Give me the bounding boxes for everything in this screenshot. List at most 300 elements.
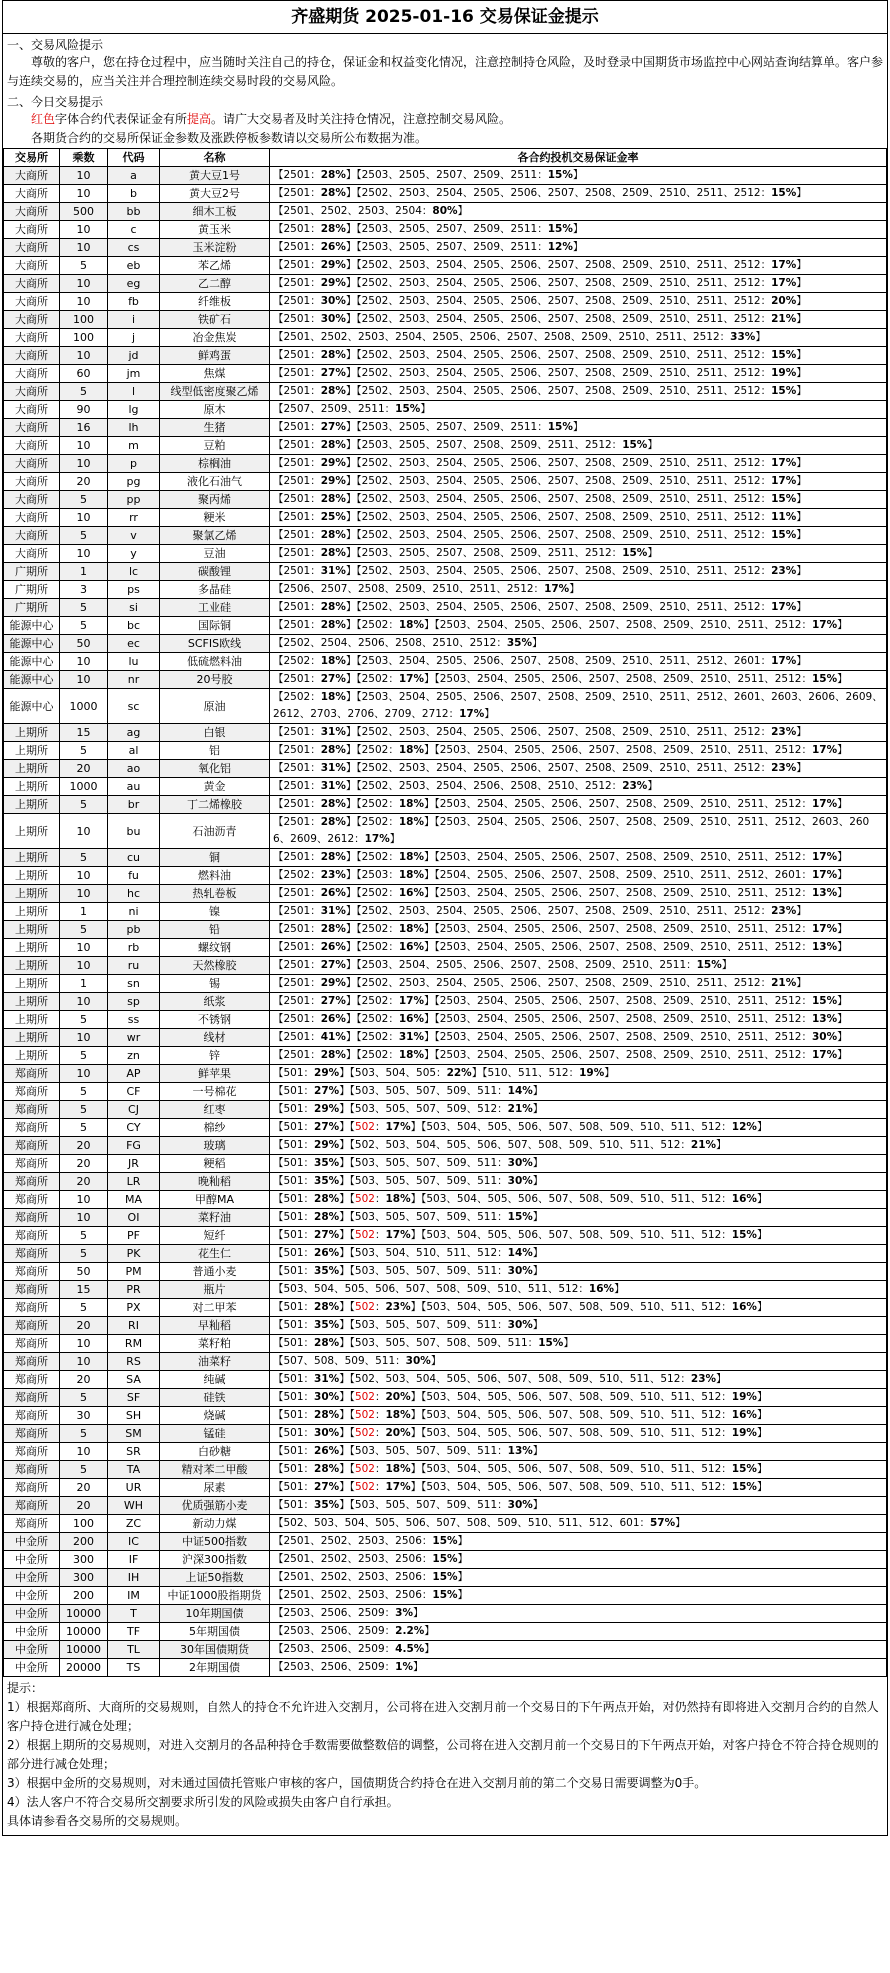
rate-value: 27% [320, 673, 346, 685]
rate-text: 【2501： [273, 762, 321, 774]
name-cell: 油菜籽 [160, 1353, 270, 1371]
rate-text: 】 [532, 1175, 544, 1187]
rate-text: 】【 [339, 1391, 355, 1403]
name-cell: 丁二烯橡胶 [160, 796, 270, 814]
exchange-cell: 能源中心 [4, 689, 60, 724]
rate-text: 】 [457, 205, 469, 217]
rate-text: 】 [604, 1067, 615, 1079]
name-cell: 菜籽油 [160, 1209, 270, 1227]
name-cell: 玉米淀粉 [160, 239, 270, 257]
rate-value: 1% [395, 1661, 413, 1673]
rate-text: 】 [572, 169, 584, 181]
rate-value: 15% [811, 673, 838, 685]
table-row [4, 939, 887, 957]
margin-rate-cell [270, 1137, 887, 1155]
margin-rate-cell [270, 599, 887, 617]
rate-value: 29% [320, 475, 346, 487]
multiplier-cell: 10 [60, 814, 108, 849]
rate-text: 【501： [273, 1103, 315, 1115]
rate-text: 】【2503、2504、2505、2506、2507、2508、2509、2510、2511、2512： [424, 798, 812, 810]
rate-value: 15% [731, 1481, 757, 1493]
rate-text: 】 [796, 655, 807, 667]
rate-value: 29% [320, 277, 346, 289]
rate-text: 】【2503、2505、2507、2509、2511： [345, 223, 548, 235]
margin-rate-cell [270, 796, 887, 814]
table-row [4, 1011, 887, 1029]
name-cell: 苯乙烯 [160, 257, 270, 275]
rate-text: 】【2504、2505、2506、2507、2508、2509、2510、2511、2512、2601： [424, 869, 812, 881]
table-row [4, 1659, 887, 1677]
rate-text: 】【 [339, 1427, 355, 1439]
exchange-cell: 大商所 [4, 545, 60, 563]
raised-contract: 502 [354, 1463, 375, 1475]
multiplier-cell: 10 [60, 1029, 108, 1047]
multiplier-cell: 10 [60, 293, 108, 311]
rate-text: 】【503、504、505、506、507、508、509、510、511、512： [410, 1463, 732, 1475]
rate-text: 【2501： [273, 744, 321, 756]
table-row [4, 724, 887, 742]
name-cell: 瓶片 [160, 1281, 270, 1299]
rate-value: 26% [320, 241, 346, 253]
code-cell: bu [108, 814, 160, 849]
rate-text: 】 [837, 1031, 848, 1043]
multiplier-cell: 5 [60, 1461, 108, 1479]
exchange-cell: 大商所 [4, 203, 60, 221]
rate-value: 30% [811, 1031, 838, 1043]
margin-rate-cell [270, 203, 887, 221]
name-cell: 鲜苹果 [160, 1065, 270, 1083]
rate-text: 】 [484, 708, 495, 720]
rate-text: 】 [796, 529, 807, 541]
rate-text: 【2501： [273, 259, 321, 271]
table-row [4, 903, 887, 921]
name-cell: 10年期国债 [160, 1605, 270, 1623]
rate-text: 】【2502、2503、2504、2505、2506、2507、2508、2509、2510、2511、2512： [345, 457, 772, 469]
code-cell: TF [108, 1623, 160, 1641]
rate-value: 27% [320, 959, 346, 971]
code-cell: SH [108, 1407, 160, 1425]
table-row [4, 885, 887, 903]
code-cell: jd [108, 347, 160, 365]
table-row [4, 671, 887, 689]
rate-text: ： [374, 1193, 386, 1205]
exchange-cell: 中金所 [4, 1605, 60, 1623]
margin-rate-cell [270, 1479, 887, 1497]
code-cell: rr [108, 509, 160, 527]
exchange-cell: 上期所 [4, 742, 60, 760]
rate-value: 16% [731, 1193, 757, 1205]
rate-text: 】 [837, 1013, 848, 1025]
rate-text: 】 [796, 762, 807, 774]
rate-value: 18% [398, 1049, 424, 1061]
table-row [4, 1551, 887, 1569]
note-item: 2）根据上期所的交易规则，对进入交割月的各品种持仓手数需要做整数倍的调整，公司将在进入交割月前一个交易日的下午两点开始，对客户持仓不符合持仓规则的部分进行减仓处理； [7, 1738, 879, 1771]
multiplier-cell: 5 [60, 1083, 108, 1101]
rate-text: 【501： [273, 1247, 315, 1259]
rate-value: 17% [771, 277, 797, 289]
multiplier-cell: 10 [60, 221, 108, 239]
rate-text: 】【2502： [345, 887, 399, 899]
rate-value: 17% [771, 457, 797, 469]
multiplier-cell: 1 [60, 563, 108, 581]
rate-text: 【2501： [273, 977, 321, 989]
margin-rate-cell [270, 1551, 887, 1569]
exchange-cell: 上期所 [4, 796, 60, 814]
rate-text: 】 [532, 1499, 544, 1511]
rate-text: 】【2502、2503、2504、2505、2506、2507、2508、2509、2510、2511、2512： [345, 762, 772, 774]
code-cell: a [108, 167, 160, 185]
table-row [4, 401, 887, 419]
rate-value: 27% [320, 995, 346, 1007]
rate-text: ： [374, 1391, 386, 1403]
exchange-cell: 郑商所 [4, 1335, 60, 1353]
rate-text: 】 [796, 187, 807, 199]
table-row [4, 329, 887, 347]
rate-text: 】 [837, 744, 848, 756]
multiplier-cell: 20 [60, 1317, 108, 1335]
rate-value: 31% [320, 762, 346, 774]
rate-text: 【2501： [273, 529, 321, 541]
margin-rate-cell [270, 1281, 887, 1299]
exchange-cell: 能源中心 [4, 635, 60, 653]
rate-text: 】【 [339, 1229, 355, 1241]
multiplier-cell: 20 [60, 760, 108, 778]
code-cell: lh [108, 419, 160, 437]
rate-text: 【2501： [273, 169, 321, 181]
rate-text: 】【510、511、512： [471, 1067, 580, 1079]
rate-text: 】【 [339, 1121, 355, 1133]
multiplier-cell: 10 [60, 1443, 108, 1461]
rate-text: 【501： [273, 1211, 315, 1223]
rate-text: 】 [532, 1445, 544, 1457]
name-cell: 线型低密度聚乙烯 [160, 383, 270, 401]
margin-rate-cell [270, 1371, 887, 1389]
name-cell: 氧化铝 [160, 760, 270, 778]
table-row [4, 742, 887, 760]
code-cell: ss [108, 1011, 160, 1029]
exchange-cell: 郑商所 [4, 1191, 60, 1209]
exchange-cell: 郑商所 [4, 1389, 60, 1407]
rate-text: 】 [756, 1427, 768, 1439]
rate-value: 17% [771, 655, 797, 667]
multiplier-cell: 5 [60, 257, 108, 275]
name-cell: 沪深300指数 [160, 1551, 270, 1569]
rate-text: 】【503、505、507、509、511： [339, 1175, 508, 1187]
name-cell: 黄玉米 [160, 221, 270, 239]
name-cell: 铁矿石 [160, 311, 270, 329]
risk-paragraph: 尊敬的客户，您在持仓过程中，应当随时关注自己的持仓，保证金和权益变化情况，注意控制持仓风险，及时登录中国期货市场监控中心网站查询结算单。客户参与连续交易的，应当关注并合理控制连续交易时段的交易风险。 [7, 55, 884, 88]
name-cell: 普通小麦 [160, 1263, 270, 1281]
exchange-cell: 上期所 [4, 1047, 60, 1065]
rate-text: 【2501： [273, 941, 321, 953]
table-row [4, 796, 887, 814]
table-row [4, 1245, 887, 1263]
margin-rate-cell [270, 671, 887, 689]
table-row [4, 1623, 887, 1641]
rate-text: 】 [756, 1391, 768, 1403]
rate-value: 15% [432, 1589, 458, 1601]
rate-value: 18% [398, 851, 424, 863]
rate-value: 12% [731, 1121, 757, 1133]
code-cell: wr [108, 1029, 160, 1047]
exchange-cell: 上期所 [4, 1011, 60, 1029]
margin-rate-cell [270, 509, 887, 527]
table-row [4, 275, 887, 293]
rate-value: 2.2% [395, 1625, 425, 1637]
multiplier-cell: 10 [60, 957, 108, 975]
rate-value: 33% [730, 331, 756, 343]
multiplier-cell: 10 [60, 867, 108, 885]
rate-text: 】 [756, 1409, 768, 1421]
rate-text: 【502、503、504、505、506、507、508、509、510、511、512、601： [273, 1517, 650, 1529]
exchange-cell: 大商所 [4, 437, 60, 455]
rate-value: 23% [771, 905, 797, 917]
multiplier-cell: 10 [60, 509, 108, 527]
exchange-cell: 大商所 [4, 419, 60, 437]
rate-value: 23% [320, 869, 346, 881]
code-cell: ag [108, 724, 160, 742]
name-cell: 精对苯二甲酸 [160, 1461, 270, 1479]
name-cell: 线材 [160, 1029, 270, 1047]
code-cell: fb [108, 293, 160, 311]
margin-rate-cell [270, 437, 887, 455]
today-line-2: 各期货合约的交易所保证金参数及涨跌停板参数请以交易所公布数据为准。 [31, 131, 428, 145]
code-cell: i [108, 311, 160, 329]
exchange-cell: 郑商所 [4, 1299, 60, 1317]
exchange-cell: 上期所 [4, 760, 60, 778]
name-cell: 碳酸锂 [160, 563, 270, 581]
exchange-cell: 郑商所 [4, 1227, 60, 1245]
code-cell: UR [108, 1479, 160, 1497]
rate-text: 】 [756, 1121, 768, 1133]
rate-value: 28% [320, 169, 346, 181]
rate-value: 23% [771, 762, 797, 774]
rate-text: 】【503、505、507、509、511： [339, 1499, 508, 1511]
multiplier-cell: 10 [60, 1335, 108, 1353]
rate-value: 19% [579, 1067, 605, 1079]
code-cell: MA [108, 1191, 160, 1209]
exchange-cell: 上期所 [4, 724, 60, 742]
rate-value: 15% [432, 1535, 458, 1547]
exchange-cell: 上期所 [4, 814, 60, 849]
table-row [4, 689, 887, 724]
rate-value: 29% [314, 1103, 340, 1115]
increase-word: 提高 [187, 112, 212, 126]
name-cell: 原木 [160, 401, 270, 419]
rate-value: 35% [314, 1319, 340, 1331]
table-row [4, 1047, 887, 1065]
multiplier-cell: 5 [60, 1245, 108, 1263]
code-cell: eb [108, 257, 160, 275]
rate-value: 31% [320, 565, 346, 577]
name-cell: 优质强筋小麦 [160, 1497, 270, 1515]
code-cell: p [108, 455, 160, 473]
exchange-cell: 上期所 [4, 867, 60, 885]
rate-text: 】【503、505、507、509、511： [339, 1211, 508, 1223]
rate-text: 】 [647, 439, 658, 451]
rate-value: 28% [320, 851, 346, 863]
rate-text: 】 [756, 1301, 768, 1313]
rate-text: 【501： [273, 1193, 315, 1205]
exchange-cell: 大商所 [4, 527, 60, 545]
table-row [4, 455, 887, 473]
exchange-cell: 上期所 [4, 939, 60, 957]
multiplier-cell: 1 [60, 903, 108, 921]
rate-value: 28% [320, 601, 346, 613]
multiplier-cell: 10 [60, 671, 108, 689]
margin-rate-cell [270, 1461, 887, 1479]
rate-text: 】 [457, 1571, 469, 1583]
rate-value: 17% [364, 833, 390, 845]
rate-text: 【2501、2502、2503、2506： [273, 1535, 433, 1547]
rate-text: 【2501： [273, 726, 321, 738]
exchange-cell: 中金所 [4, 1551, 60, 1569]
rate-text: 】【503、504、505、506、507、508、509、510、511、512： [410, 1301, 732, 1313]
exchange-cell: 大商所 [4, 167, 60, 185]
rate-text: 】 [413, 1607, 424, 1619]
rate-text: 】【2503、2504、2505、2506、2507、2508、2509、2510、2511、2512、2601： [345, 655, 772, 667]
rate-value: 16% [731, 1409, 757, 1421]
rate-text: 】【503、505、507、509、511： [339, 1157, 508, 1169]
margin-rate-cell [270, 724, 887, 742]
table-row [4, 545, 887, 563]
rate-text: 】【2503、2505、2507、2508、2509、2511、2512： [345, 439, 623, 451]
margin-rate-cell [270, 617, 887, 635]
code-cell: IF [108, 1551, 160, 1569]
today-line-1-mid: 字体合约代表保证金有所 [55, 112, 188, 126]
code-cell: RS [108, 1353, 160, 1371]
name-cell: 黄金 [160, 778, 270, 796]
multiplier-cell: 20 [60, 1479, 108, 1497]
rate-text: 】【2503、2504、2505、2506、2507、2508、2509、2510、2511、2512： [424, 1013, 812, 1025]
rate-text: 】 [569, 583, 580, 595]
note-item: 4）法人客户不符合交易所交割要求所引发的风险或损失由客户自行承担。 [7, 1795, 399, 1809]
multiplier-cell: 300 [60, 1569, 108, 1587]
code-cell: SM [108, 1425, 160, 1443]
rate-text: 【501： [273, 1427, 315, 1439]
rate-text: 【2501： [273, 439, 321, 451]
rate-text: 】【2502： [345, 941, 399, 953]
rate-text: 】 [796, 565, 807, 577]
name-cell: 鲜鸡蛋 [160, 347, 270, 365]
rate-text: 】【2502、2503、2504、2505、2506、2507、2508、2509、2510、2511、2512： [345, 726, 772, 738]
multiplier-cell: 90 [60, 401, 108, 419]
margin-rate-cell [270, 239, 887, 257]
name-cell: 聚氯乙烯 [160, 527, 270, 545]
rate-text: 【2501： [273, 905, 321, 917]
rate-value: 19% [731, 1427, 757, 1439]
header-multiplier: 乘数 [60, 149, 108, 167]
rate-text: 】【2502、2503、2504、2505、2506、2507、2508、2509、2510、2511、2512： [345, 259, 772, 271]
rate-text: 】 [531, 637, 543, 649]
exchange-cell: 广期所 [4, 599, 60, 617]
table-row [4, 347, 887, 365]
rate-text: 】【2503、2504、2505、2506、2507、2508、2509、2510、2511、2512： [424, 744, 812, 756]
name-cell: 纸浆 [160, 993, 270, 1011]
name-cell: 石油沥青 [160, 814, 270, 849]
margin-rate-cell [270, 1569, 887, 1587]
rate-value: 19% [771, 367, 797, 379]
rate-text: 】【2503、2505、2507、2509、2511： [345, 241, 548, 253]
table-row [4, 1641, 887, 1659]
multiplier-cell: 10 [60, 1191, 108, 1209]
multiplier-cell: 10 [60, 275, 108, 293]
rate-text: 】【2502： [345, 798, 399, 810]
code-cell: au [108, 778, 160, 796]
rate-text: 【2502、2504、2506、2508、2510、2512： [273, 637, 507, 649]
rate-value: 15% [547, 169, 573, 181]
rate-text: 【2506、2507、2508、2509、2510、2511、2512： [273, 583, 545, 595]
rate-value: 20% [771, 295, 797, 307]
exchange-cell: 大商所 [4, 185, 60, 203]
name-cell: 锡 [160, 975, 270, 993]
rate-text: 】【2503、2504、2505、2506、2507、2508、2509、2510、2511、2512： [424, 619, 812, 631]
margin-rate-cell [270, 1659, 887, 1677]
table-row [4, 1137, 887, 1155]
rate-text: 】【 [339, 1481, 355, 1493]
rate-text: 】 [837, 673, 848, 685]
rate-value: 31% [320, 726, 346, 738]
margin-rate-cell [270, 275, 887, 293]
rate-value: 13% [507, 1445, 533, 1457]
exchange-cell: 上期所 [4, 885, 60, 903]
rate-value: 31% [320, 780, 346, 792]
rate-text: 】【502、503、504、505、506、507、508、509、510、511、512： [339, 1373, 691, 1385]
name-cell: 镍 [160, 903, 270, 921]
code-cell: sn [108, 975, 160, 993]
code-cell: al [108, 742, 160, 760]
table-row [4, 957, 887, 975]
multiplier-cell: 10 [60, 993, 108, 1011]
exchange-cell: 中金所 [4, 1659, 60, 1677]
multiplier-cell: 10 [60, 939, 108, 957]
exchange-cell: 中金所 [4, 1569, 60, 1587]
exchange-cell: 中金所 [4, 1533, 60, 1551]
rate-text: 】【503、505、507、509、511： [339, 1085, 508, 1097]
rate-text: 】【2502： [345, 995, 399, 1007]
rate-text: 】 [647, 547, 658, 559]
table-row [4, 635, 887, 653]
rate-text: 】【502、503、504、505、506、507、508、509、510、511、512： [339, 1139, 691, 1151]
rate-text: 】 [837, 887, 848, 899]
multiplier-cell: 10 [60, 167, 108, 185]
exchange-cell: 上期所 [4, 957, 60, 975]
multiplier-cell: 10 [60, 347, 108, 365]
header-margin-rate: 各合约投机交易保证金率 [270, 149, 887, 167]
code-cell: PX [108, 1299, 160, 1317]
rate-text: 】 [457, 1589, 469, 1601]
table-row [4, 383, 887, 401]
name-cell: 红枣 [160, 1101, 270, 1119]
table-row [4, 491, 887, 509]
rate-text: 【2501： [273, 995, 321, 1007]
table-row [4, 581, 887, 599]
margin-rate-cell [270, 419, 887, 437]
document-title: 齐盛期货 2025-01-16 交易保证金提示 [3, 1, 887, 34]
code-cell: T [108, 1605, 160, 1623]
exchange-cell: 郑商所 [4, 1353, 60, 1371]
code-cell: nr [108, 671, 160, 689]
rate-value: 21% [507, 1103, 533, 1115]
multiplier-cell: 100 [60, 329, 108, 347]
rate-text: 】 [796, 601, 807, 613]
table-row [4, 1299, 887, 1317]
rate-text: 】【2503、2504、2505、2506、2507、2508、2509、2510、2511、2512： [424, 887, 812, 899]
rate-value: 15% [771, 385, 797, 397]
margin-rate-cell [270, 1533, 887, 1551]
table-row [4, 1101, 887, 1119]
name-cell: 冶金焦炭 [160, 329, 270, 347]
